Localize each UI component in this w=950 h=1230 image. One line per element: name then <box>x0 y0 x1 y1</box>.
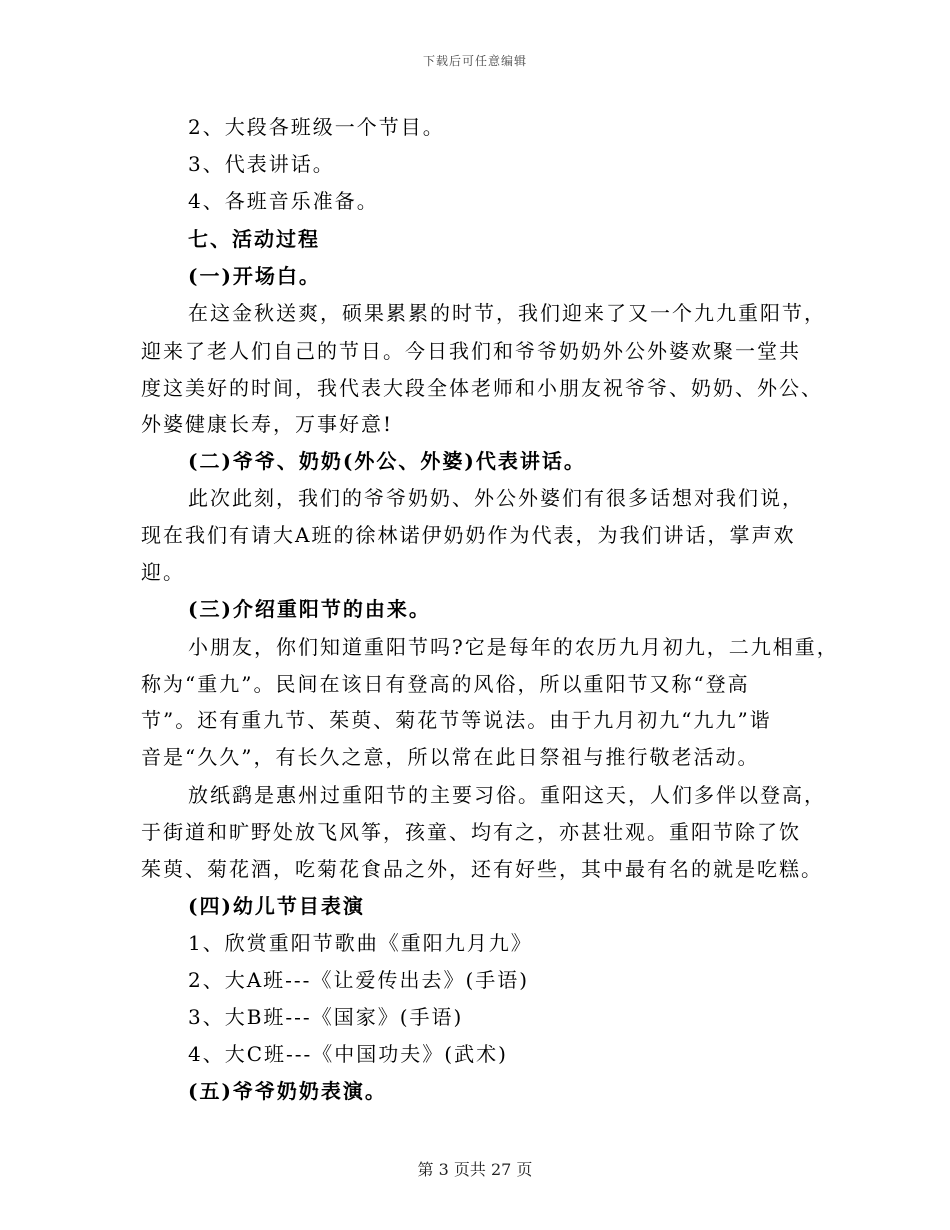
list-item: 4、各班音乐准备。 <box>188 189 379 213</box>
paragraph-line: 称为“重九”。民间在该日有登高的风俗，所以重阳节又称“登高 <box>141 672 750 696</box>
paragraph-line: 在这金秋送爽，硕果累累的时节，我们迎来了又一个九九重阳节， <box>188 301 826 325</box>
paragraph-line: 外婆健康长寿，万事好意! <box>141 412 394 436</box>
page-footer: 第 3 页共 27 页 <box>417 1160 533 1179</box>
paragraph-line: 音是“久久”，有长久之意，所以常在此日祭祖与推行敬老活动。 <box>141 745 760 769</box>
subsection-heading: (一)开场白。 <box>188 264 321 288</box>
page-header: 下载后可任意编辑 <box>422 54 527 68</box>
subsection-heading: (二)爷爷、奶奶(外公、外婆)代表讲话。 <box>188 449 586 473</box>
paragraph-line: 度这美好的时间，我代表大段全体老师和小朋友祝爷爷、奶奶、外公、 <box>141 376 823 400</box>
list-item: 1、欣赏重阳节歌曲《重阳九月九》 <box>188 931 533 955</box>
paragraph-line: 放纸鹞是惠州过重阳节的主要习俗。重阳这天，人们多伴以登高， <box>188 783 826 807</box>
subsection-heading: (五)爷爷奶奶表演。 <box>188 1079 387 1103</box>
paragraph-line: 此次此刻，我们的爷爷奶奶、外公外婆们有很多话想对我们说， <box>188 486 804 510</box>
list-item: 2、大段各班级一个节目。 <box>188 115 445 139</box>
paragraph-line: 于街道和旷野处放飞风筝，孩童、均有之，亦甚壮观。重阳节除了饮 <box>141 820 801 844</box>
paragraph-line: 迎来了老人们自己的节日。今日我们和爷爷奶奶外公外婆欢聚一堂共 <box>141 339 801 363</box>
paragraph-line: 现在我们有请大A班的徐林诺伊奶奶作为代表，为我们讲话，掌声欢 <box>141 523 796 547</box>
list-item: 3、大B班---《国家》(手语) <box>188 1005 464 1029</box>
list-item: 3、代表讲话。 <box>188 152 335 176</box>
paragraph-line: 小朋友，你们知道重阳节吗?它是每年的农历九月初九，二九相重， <box>188 635 839 659</box>
paragraph-line: 迎。 <box>141 560 185 584</box>
section-heading: 七、活动过程 <box>188 227 320 251</box>
list-item: 4、大C班---《中国功夫》(武术) <box>188 1042 508 1066</box>
list-item: 2、大A班---《让爱传出去》(手语) <box>188 968 530 992</box>
subsection-heading: (三)介绍重阳节的由来。 <box>188 597 431 621</box>
subsection-heading: (四)幼儿节目表演 <box>188 894 365 918</box>
paragraph-line: 节”。还有重九节、茱萸、菊花节等说法。由于九月初九“九九”谐 <box>141 708 772 732</box>
paragraph-line: 茱萸、菊花酒，吃菊花食品之外，还有好些，其中最有名的就是吃糕。 <box>141 857 823 881</box>
